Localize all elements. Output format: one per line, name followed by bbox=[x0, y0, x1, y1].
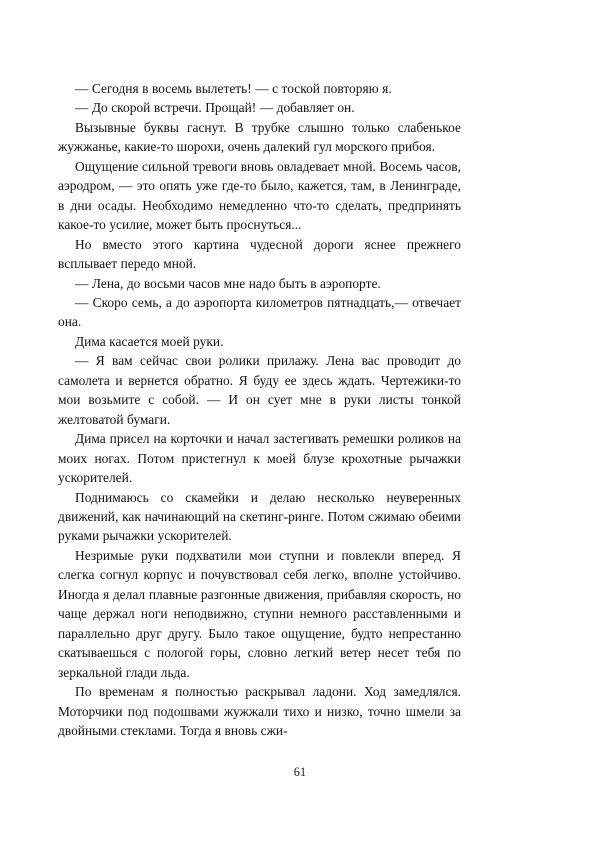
paragraph: Поднимаюсь со скамейки и делаю несколько неуверенных движений, как начинающий на скетинг-ринге. Потом сжимаю обеими руками рычажки ускорителей. bbox=[58, 489, 461, 544]
paragraph: Дима присел на корточки и начал застегивать ремешки роликов на моих ногах. Потом пристегнул к моей блузе крохотные рычажки ускорителей. bbox=[58, 431, 461, 486]
paragraph: — Я вам сейчас свои ролики прилажу. Лена вас проводит до самолета и вернется обратно. Я буду ее здесь ждать. Чертежики-то мои возьмите с собой. — И он сует мне в руки листы тонкой желтоватой бумаги. bbox=[58, 353, 461, 427]
paragraph: — Лена, до восьми часов мне надо быть в аэропорте. bbox=[75, 275, 381, 291]
paragraph: Незримые руки подхватили мои ступни и повлекли вперед. Я слегка согнул корпус и почувствовал себя легко, вполне устойчиво. Иногда я делал плавные разгонные движения, прибавляя скорость, но чаще держал ноги неподвижно, ступни немного расставленными и параллельно друг другу. Было такое ощущение, будто непрестанно скатываешься с пологой горы, словно легкий ветер несет тебя по зеркальной глади льда. bbox=[58, 547, 461, 680]
page-text-body bbox=[58, 79, 461, 740]
paragraph: — Сегодня в восемь вылететь! — с тоской повторяю я. bbox=[75, 81, 392, 96]
page-number: 61 bbox=[293, 765, 307, 779]
paragraph: — Скоро семь, а до аэропорта километров пятнадцать,— отвечает она. bbox=[58, 294, 461, 330]
paragraph: Вызывные буквы гаснут. В трубке слышно только слабенькое жужжанье, какие-то шорохи, очень далекий гул морского прибоя. bbox=[58, 119, 461, 155]
paragraph: Дима касается моей руки. bbox=[75, 333, 224, 349]
paragraph: Но вместо этого картина чудесной дороги яснее прежнего всплывает передо мной. bbox=[58, 236, 461, 272]
paragraph: — До скорой встречи. Прощай! — добавляет он. bbox=[75, 100, 355, 116]
paragraph: По временам я полностью раскрывал ладони. Ход замедлялся. Моторчики под подошвами жужжали тихо и низко, точно шмели за двойными стеклами. Тогда я вновь сжи- bbox=[58, 684, 461, 738]
paragraph: Ощущение сильной тревоги вновь овладевает мной. Восемь часов, аэродром, — это опять уже где-то было, кажется, там, в Ленинграде, в дни осады. Необходимо немедленно что-то сделать, предпринять какое-то усилие, может быть проснуться... bbox=[58, 158, 461, 233]
